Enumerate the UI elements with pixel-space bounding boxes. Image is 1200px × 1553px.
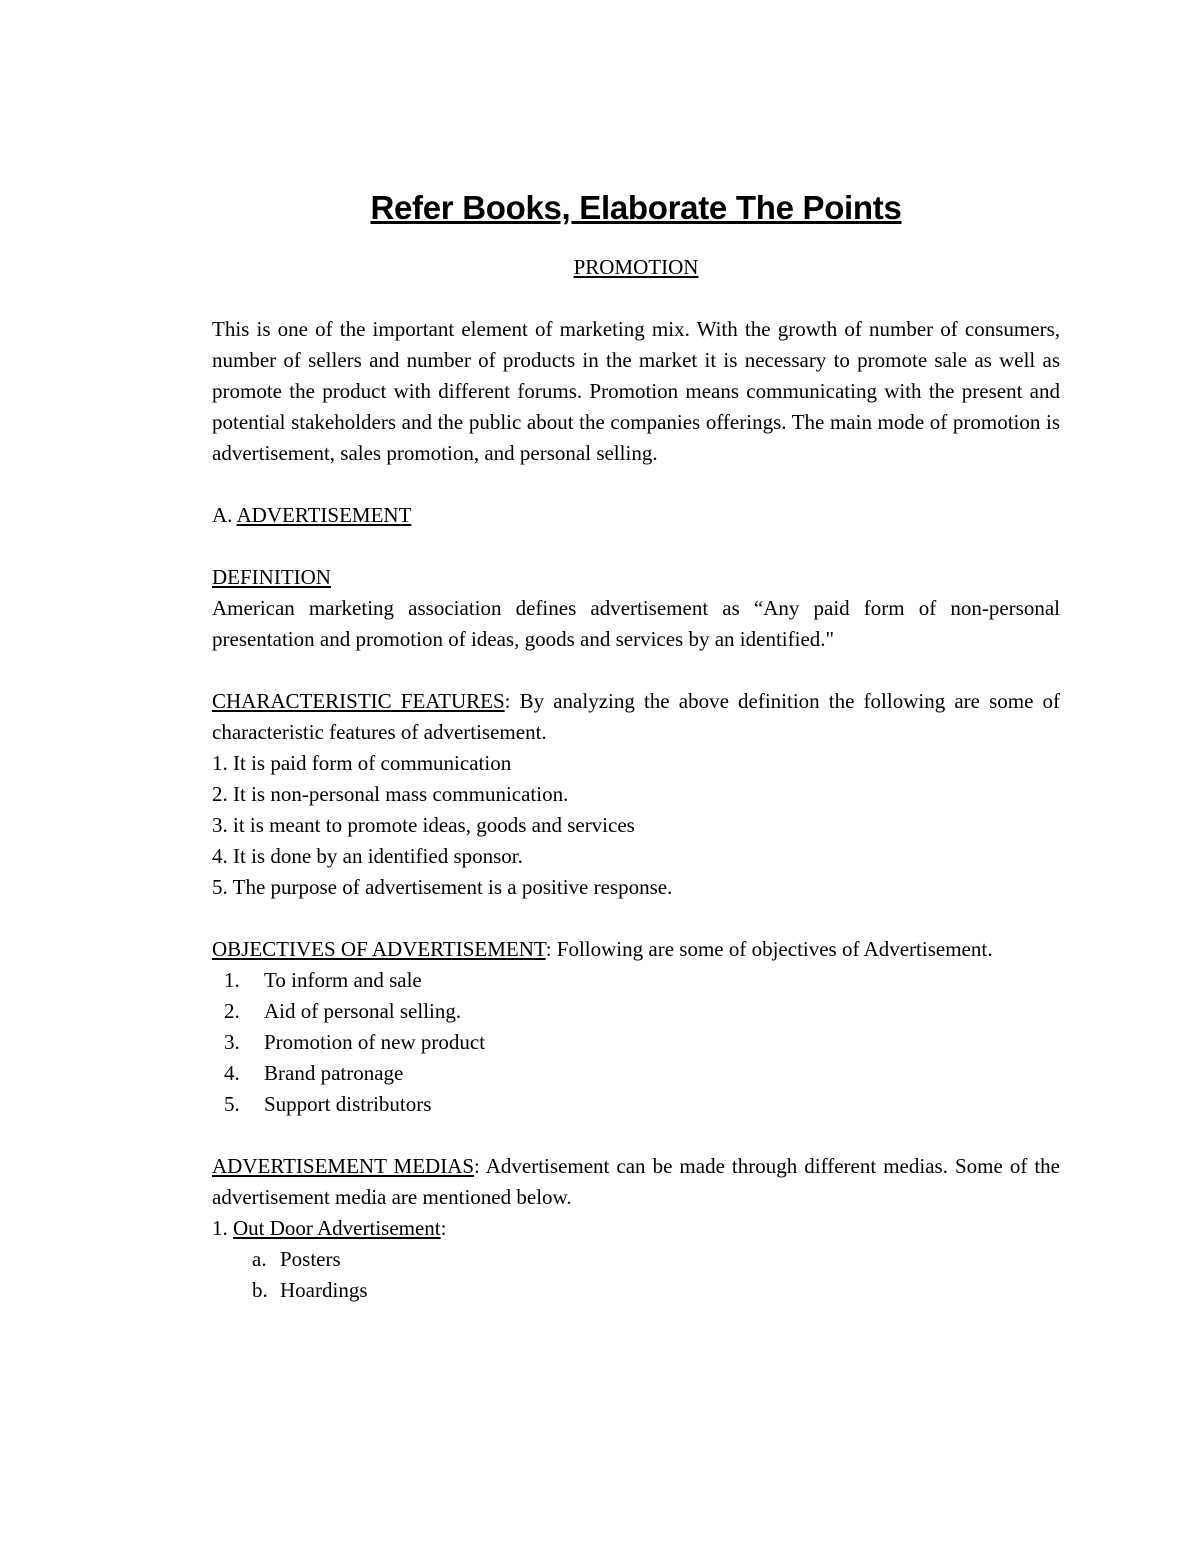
outdoor-heading: Out Door Advertisement xyxy=(233,1216,441,1240)
outdoor-heading-line xyxy=(212,1213,1060,1244)
list-item-text: Brand patronage xyxy=(264,1061,404,1085)
list-item-letter: a. xyxy=(252,1247,267,1271)
list-item: 1. It is paid form of communication xyxy=(212,751,512,775)
objectives-text: : Following are some of objectives of Advertisement. xyxy=(545,937,993,961)
list-item xyxy=(212,1089,1060,1120)
objectives-paragraph xyxy=(212,934,1060,965)
list-item: 4. It is done by an identified sponsor. xyxy=(212,844,523,868)
definition-text: American marketing association defines advertisement as “Any paid form of non-personal presentation and promotion of ideas, goods and services by an identified." xyxy=(212,596,1060,651)
advertisement-heading: ADVERTISEMENT xyxy=(236,503,412,527)
list-item-text: Aid of personal selling. xyxy=(264,999,462,1023)
medias-heading: ADVERTISEMENT MEDIAS xyxy=(212,1154,475,1178)
list-item: 2. It is non-personal mass communication. xyxy=(212,782,569,806)
objectives-list xyxy=(212,965,1060,1120)
list-item xyxy=(212,1244,1060,1275)
medias-text: : Advertisement can be made through different medias. Some of the advertisement media are mentioned below. xyxy=(212,1154,1061,1209)
medias-paragraph xyxy=(212,1151,1060,1213)
characteristics-heading: CHARACTERISTIC FEATURES xyxy=(212,689,505,713)
intro-paragraph: This is one of the important element of marketing mix. With the growth of number of consumers, number of sellers and number of products in the market it is necessary to promote sale as well as promote the product with different forums. Promotion means communicating with the present and potential stakeholders and the public about the companies offerings. The main mode of promotion is advertisement, sales promotion, and personal selling. xyxy=(212,317,1060,465)
outdoor-suffix: : xyxy=(440,1216,447,1240)
list-item xyxy=(212,1027,1060,1058)
list-item: 3. it is meant to promote ideas, goods and services xyxy=(212,813,635,837)
advertisement-prefix: A. xyxy=(212,503,237,527)
characteristics-text: : By analyzing the above definition the following are some of characteristic features of advertisement. xyxy=(212,689,1061,744)
list-item xyxy=(212,965,1060,996)
definition-heading: DEFINITION xyxy=(212,565,331,589)
list-item-text: Hoardings xyxy=(280,1278,368,1302)
list-item-text: Support distributors xyxy=(264,1092,432,1116)
document-title: Refer Books, Elaborate The Points xyxy=(370,189,902,226)
list-item-letter: b. xyxy=(252,1278,268,1302)
characteristics-list xyxy=(212,748,1060,903)
list-item xyxy=(212,1275,1060,1306)
list-item-number: 5. xyxy=(224,1092,240,1116)
characteristics-paragraph xyxy=(212,686,1060,748)
objectives-heading: OBJECTIVES OF ADVERTISEMENT xyxy=(212,937,546,961)
list-item-number: 4. xyxy=(224,1061,240,1085)
list-item xyxy=(212,1058,1060,1089)
list-item xyxy=(212,996,1060,1027)
outdoor-prefix: 1. xyxy=(212,1216,233,1240)
list-item-number: 1. xyxy=(224,968,240,992)
document-content xyxy=(212,186,1060,1306)
section-title: PROMOTION xyxy=(573,255,699,279)
list-item-text: Posters xyxy=(280,1247,341,1271)
list-item-text: To inform and sale xyxy=(264,968,422,992)
outdoor-list xyxy=(212,1244,1060,1306)
advertisement-heading-line xyxy=(212,500,1060,531)
list-item-text: Promotion of new product xyxy=(264,1030,486,1054)
list-item-number: 2. xyxy=(224,999,240,1023)
list-item: 5. The purpose of advertisement is a positive response. xyxy=(212,875,673,899)
list-item-number: 3. xyxy=(224,1030,240,1054)
